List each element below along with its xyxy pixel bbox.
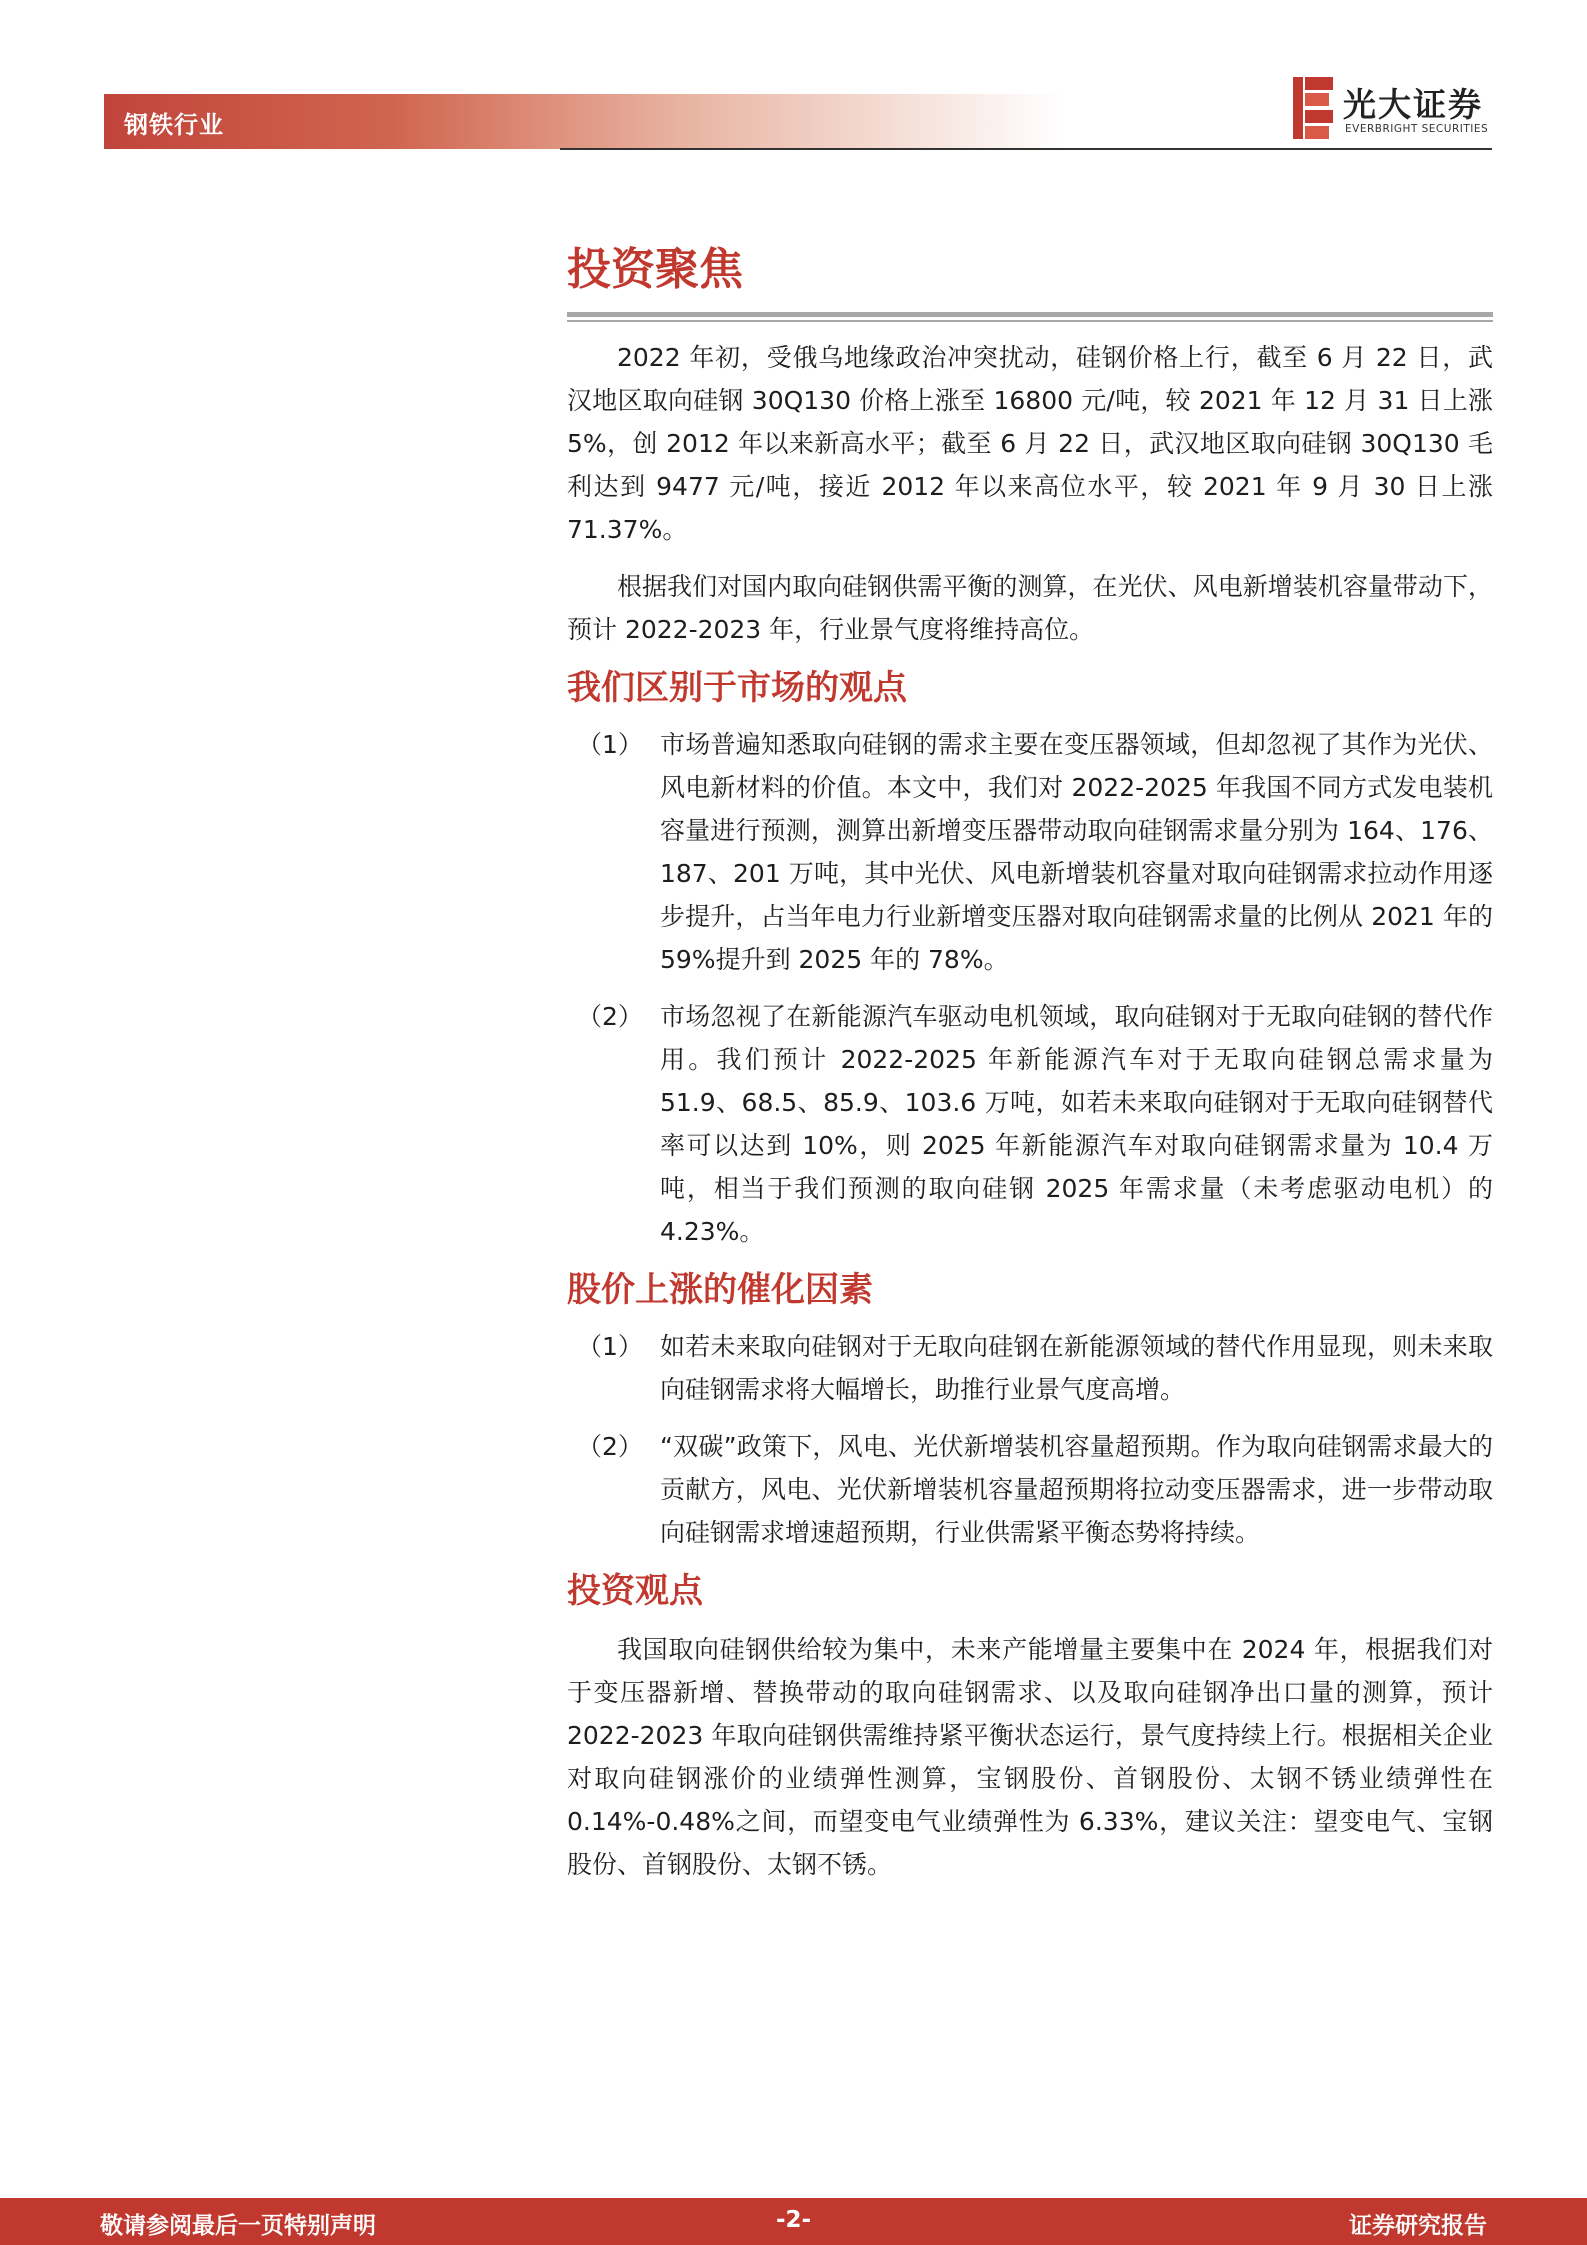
list-item-number: （1） bbox=[577, 730, 643, 759]
footer-band bbox=[0, 2198, 1587, 2245]
section-heading-catalysts: 股价上涨的催化因素 bbox=[567, 1270, 873, 1310]
page-number: -2- bbox=[775, 2207, 812, 2233]
main-content bbox=[567, 240, 1493, 1900]
list-item bbox=[567, 1425, 1493, 1554]
list-item-text: 市场普遍知悉取向硅钢的需求主要在变压器领域，但却忽视了其作为光伏、风电新材料的价值。本文中，我们对 2022-2025 年我国不同方式发电装机容量进行预测，测算出新增变压器带动取向硅钢需求量分别为 164、176、187、201 万吨，其中光伏、风电新增装机容量对取向硅钢需求拉动作用逐步提升，占当年电力行业新增变压器对取向硅钢需求量的比例从 2021 年的 59%提升到 2025 年的 78%。 bbox=[660, 730, 1493, 974]
footer-disclaimer: 敬请参阅最后一页特别声明 bbox=[100, 2213, 376, 2239]
title-rule bbox=[567, 312, 1493, 317]
section-heading-differentiated-view: 我们区别于市场的观点 bbox=[567, 668, 907, 708]
header-rule bbox=[560, 148, 1492, 150]
list-item-text: 市场忽视了在新能源汽车驱动电机领域，取向硅钢对于无取向硅钢的替代作用。我们预计 2022-2025 年新能源汽车对于无取向硅钢总需求量为 51.9、68.5、85.9、103.6 万吨，如若未来取向硅钢对于无取向硅钢替代率可以达到 10%，则 2025 年新能源汽车对取向硅钢需求量为 10.4 万吨，相当于我们预测的取向硅钢 2025 年需求量（未考虑驱动电机）的 4.23%。 bbox=[660, 1002, 1493, 1246]
list-item-text: “双碳”政策下，风电、光伏新增装机容量超预期。作为取向硅钢需求最大的贡献方，风电、光伏新增装机容量超预期将拉动变压器需求，进一步带动取向硅钢需求增速超预期，行业供需紧平衡态势将持续。 bbox=[660, 1432, 1493, 1547]
list-item-text: 如若未来取向硅钢对于无取向硅钢在新能源领域的替代作用显现，则未来取向硅钢需求将大幅增长，助推行业景气度高增。 bbox=[660, 1332, 1493, 1404]
intro-paragraph: 根据我们对国内取向硅钢供需平衡的测算，在光伏、风电新增装机容量带动下，预计 2022-2023 年，行业景气度将维持高位。 bbox=[567, 572, 1493, 644]
investment-view-paragraph: 我国取向硅钢供给较为集中，未来产能增量主要集中在 2024 年，根据我们对于变压器新增、替换带动的取向硅钢需求、以及取向硅钢净出口量的测算，预计 2022-2023 年取向硅钢供需维持紧平衡状态运行，景气度持续上行。根据相关企业对取向硅钢涨价的业绩弹性测算，宝钢股份、首钢股份、太钢不锈业绩弹性在 0.14%-0.48%之间，而望变电气业绩弹性为 6.33%，建议关注：望变电气、宝钢股份、首钢股份、太钢不锈。 bbox=[567, 1635, 1493, 1879]
list-item bbox=[567, 723, 1493, 981]
section-heading-investment-view: 投资观点 bbox=[567, 1571, 703, 1611]
header-band bbox=[104, 94, 1064, 149]
industry-label: 钢铁行业 bbox=[124, 111, 224, 139]
everbright-logo bbox=[1293, 77, 1493, 143]
list-item-number: （2） bbox=[577, 1432, 643, 1461]
everbright-logo-mark-icon bbox=[1293, 77, 1333, 139]
page-title: 投资聚焦 bbox=[567, 244, 743, 295]
logo-chinese-name: 光大证券 bbox=[1343, 85, 1483, 124]
footer-report-type: 证券研究报告 bbox=[1349, 2213, 1487, 2239]
list-item-number: （1） bbox=[577, 1332, 643, 1361]
intro-paragraph: 2022 年初，受俄乌地缘政治冲突扰动，硅钢价格上行，截至 6 月 22 日，武汉地区取向硅钢 30Q130 价格上涨至 16800 元/吨，较 2021 年 12 月 31 日上涨 5%，创 2012 年以来新高水平；截至 6 月 22 日，武汉地区取向硅钢 30Q130 毛利达到 9477 元/吨，接近 2012 年以来高位水平，较 2021 年 9 月 30 日上涨 71.37%。 bbox=[567, 343, 1493, 544]
list-item bbox=[567, 995, 1493, 1253]
list-item bbox=[567, 1325, 1493, 1411]
logo-english-name: EVERBRIGHT SECURITIES bbox=[1345, 123, 1489, 135]
title-rule-thin bbox=[567, 320, 1493, 322]
list-item-number: （2） bbox=[577, 1002, 643, 1031]
